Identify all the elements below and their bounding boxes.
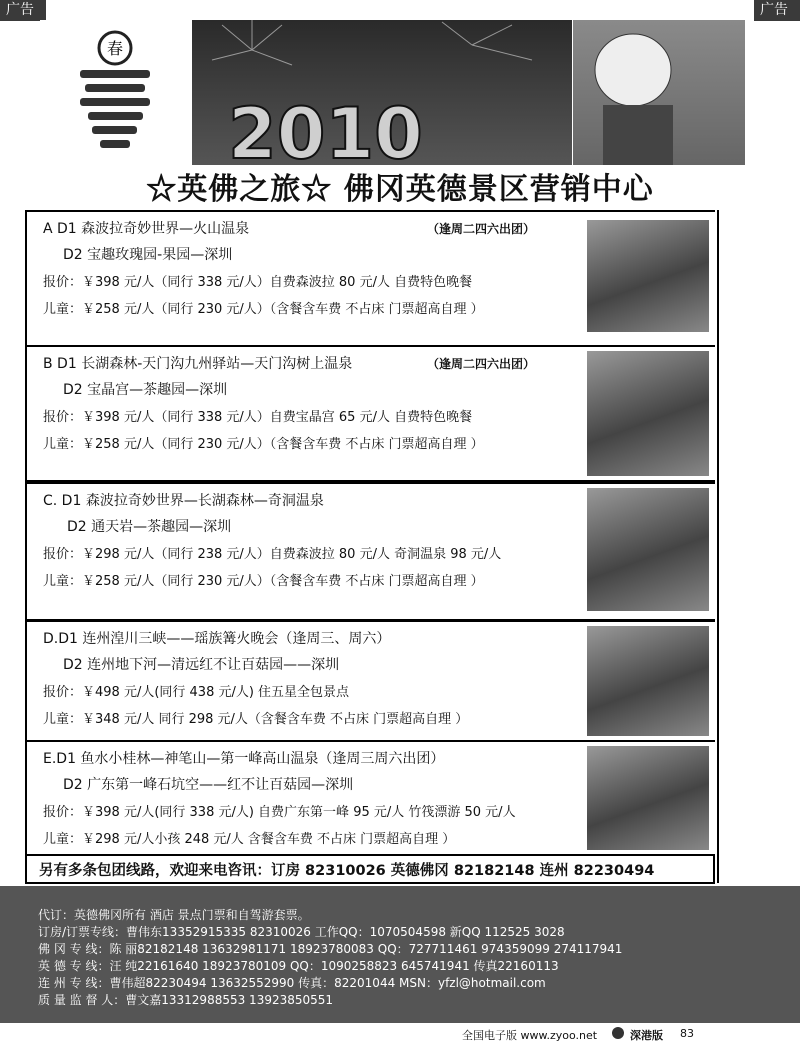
year-text: 2010 bbox=[228, 93, 423, 165]
hotline-strip: 另有多条包团线路，欢迎来电咨讯：订房 82310026 英德佛冈 82182148 连州 82230494 bbox=[25, 854, 715, 884]
contact-line: 英 德 专 线：汪 纯22161640 18923780109 QQ：1090258823 645741941 传真22160113 bbox=[38, 959, 559, 973]
route-price: 报价：￥398 元/人(同行 338 元/人) 自费广东第一峰 95 元/人 竹筏漂游 50 元/人 bbox=[43, 805, 516, 820]
route-price: 报价：￥298 元/人（同行 238 元/人）自费森波拉 80 元/人 奇洞温泉 98 元/人 bbox=[43, 547, 502, 562]
logo-icon bbox=[612, 1027, 624, 1039]
routes-panel bbox=[25, 210, 719, 883]
route-child-price: 儿童：￥298 元/人小孩 248 元/人 含餐含车费 不占床 门票超高自理 ） bbox=[43, 832, 456, 847]
route-photo bbox=[587, 626, 709, 736]
route-photo bbox=[587, 488, 709, 611]
route-line2: D2 连州地下河—清远红不让百菇园——深圳 bbox=[63, 657, 340, 673]
child-image bbox=[573, 20, 745, 165]
route-child-price: 儿童：￥348 元/人 同行 298 元/人（含餐含车费 不占床 门票超高自理 ） bbox=[43, 712, 469, 727]
route-line1: D.D1 连州湟川三峡——瑶族篝火晚会（逢周三、周六） bbox=[43, 631, 391, 647]
route-price: 报价：￥398 元/人（同行 338 元/人）自费森波拉 80 元/人 自费特色晚餐 bbox=[43, 275, 473, 290]
page-title: ☆英佛之旅☆ 佛冈英德景区营销中心 bbox=[146, 172, 654, 207]
firecracker-image bbox=[40, 20, 190, 165]
route-child-price: 儿童：￥258 元/人（同行 230 元/人）（含餐含车费 不占床 门票超高自理 ） bbox=[43, 302, 484, 317]
route-e bbox=[27, 740, 715, 854]
route-line1: B D1 长湖森林-天门沟九州驿站—天门沟树上温泉 bbox=[43, 356, 353, 372]
contact-panel bbox=[0, 886, 800, 1023]
contact-line: 佛 冈 专 线：陈 丽82182148 13632981171 18923780083 QQ：727711461 974359099 274117941 bbox=[38, 942, 623, 956]
contact-line: 订房/订票专线：曹伟东13352915335 82310026 工作QQ：1070504598 新QQ 112525 3028 bbox=[38, 925, 565, 939]
route-line1: C. D1 森波拉奇妙世界—长湖森林—奇洞温泉 bbox=[43, 493, 324, 509]
route-c bbox=[27, 482, 715, 621]
route-photo bbox=[587, 351, 709, 476]
route-line2: D2 宝晶宫—茶趣园—深圳 bbox=[63, 382, 228, 398]
contact-line: 连 州 专 线：曹伟超82230494 13632552990 传真：82201044 MSN：yfzl@hotmail.com bbox=[38, 976, 546, 990]
page-footer bbox=[0, 1023, 800, 1045]
route-b bbox=[27, 345, 715, 482]
route-price: 报价：￥498 元/人(同行 438 元/人) 住五星全包景点 bbox=[43, 685, 350, 700]
route-note: （逢周二四六出团） bbox=[427, 222, 536, 236]
route-child-price: 儿童：￥258 元/人（同行 230 元/人）（含餐含车费 不占床 门票超高自理 ） bbox=[43, 574, 484, 589]
route-line2: D2 广东第一峰石坑空——红不让百菇园—深圳 bbox=[63, 777, 354, 793]
ad-tag-left: 广告 bbox=[0, 0, 46, 21]
route-line2: D2 通天岩—茶趣园—深圳 bbox=[67, 519, 232, 535]
route-line1: E.D1 鱼水小桂林—神笔山—第一峰高山温泉（逢周三周六出团） bbox=[43, 751, 445, 767]
route-line2: D2 宝趣玫瑰园-果园—深圳 bbox=[63, 247, 233, 263]
route-photo bbox=[587, 746, 709, 850]
fireworks-2010-image bbox=[192, 20, 572, 165]
site-url: 全国电子版 www.zyoo.net bbox=[462, 1029, 598, 1042]
banner bbox=[40, 20, 745, 165]
route-d bbox=[27, 620, 715, 742]
route-line1: A D1 森波拉奇妙世界—火山温泉 bbox=[43, 221, 250, 237]
route-photo bbox=[587, 220, 709, 332]
contact-line: 代订：英德佛冈所有 酒店 景点门票和自驾游套票。 bbox=[38, 908, 310, 922]
route-note: （逢周二四六出团） bbox=[427, 357, 536, 371]
contact-line: 质 量 监 督 人：曹文嘉13312988553 13923850551 bbox=[38, 993, 334, 1007]
svg-text:春: 春 bbox=[106, 39, 124, 58]
route-price: 报价：￥398 元/人（同行 338 元/人）自费宝晶宫 65 元/人 自费特色晚餐 bbox=[43, 410, 473, 425]
page-number: 83 bbox=[680, 1027, 694, 1040]
edition-label: 深港版 bbox=[630, 1029, 663, 1042]
route-child-price: 儿童：￥258 元/人（同行 230 元/人）（含餐含车费 不占床 门票超高自理 ） bbox=[43, 437, 484, 452]
route-a bbox=[27, 210, 715, 347]
ad-tag-right: 广告 bbox=[754, 0, 800, 21]
